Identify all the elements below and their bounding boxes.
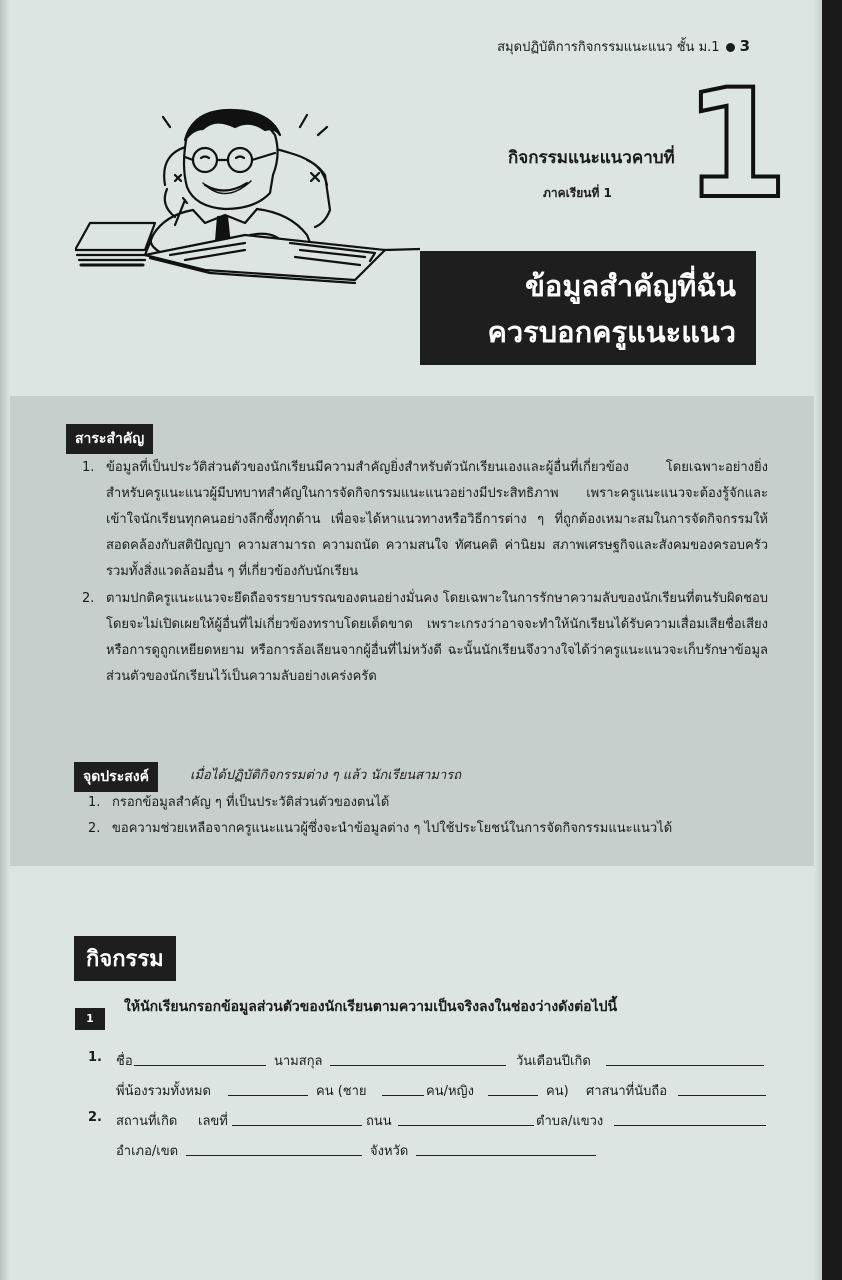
surname-field[interactable] (330, 1050, 506, 1066)
essence-item-text: ข้อมูลที่เป็นประวัติส่วนตัวของนักเรียนมีความสำคัญยิ่งสำหรับตัวนักเรียนเองและผู้อื่นที่เกี่ยวข้อง โดยเฉพาะอย่างยิ่งสำหรับครูแนะแนวผู้มีบทบาทสำคัญในการจัดกิจกรรมแนะแนวอย่างมีประสิทธิภาพ เพราะครูแนะแนวจะต้องรู้จักและเข้าใจนักเรียนทุกคนอย่างลึกซึ้งทุกด้าน เพื่อจะได้หาแนวทางหรือวิธีการต่าง ๆ ที่ถูกต้องเหมาะสมในการจัดกิจกรรมให้สอดคล้องกับสติปัญญา ความสามารถ ความถนัด ความสนใจ ทัศนคติ ค่านิยม สภาพเศรษฐกิจและสังคมของครอบครัว รวมทั้งสิ่งแวดล้อมอื่น ๆ ที่เกี่ยวข้องกับนักเรียน (106, 460, 768, 579)
brothers-field[interactable] (382, 1080, 424, 1096)
province-field[interactable] (416, 1140, 596, 1156)
birthplace-label: สถานที่เกิด (116, 1114, 178, 1129)
lesson-title-line2: ควรบอกครูแนะแนว (487, 315, 736, 349)
objective-text: ขอความช่วยเหลือจากครูแนะแนวผู้ซึ่งจะนำข้อมูลต่าง ๆ ไปใช้ประโยชน์ในการจัดกิจกรรมแนะแนวได้ (112, 821, 673, 836)
objective-item (88, 816, 672, 842)
semester-label: ภาคเรียนที่ 1 (543, 186, 612, 200)
essence-heading: สาระสำคัญ (66, 424, 153, 454)
name-label: ชื่อ (116, 1054, 133, 1069)
teacher-writing-illustration (75, 105, 420, 290)
subdistrict-field[interactable] (614, 1110, 766, 1126)
form-item-number: 1. (88, 1050, 102, 1065)
objective-text: กรอกข้อมูลสำคัญ ๆ ที่เป็นประวัติส่วนตัวของตนได้ (112, 795, 390, 810)
objectives-heading: จุดประสงค์ (74, 762, 158, 792)
essence-item (68, 586, 768, 690)
objective-number: 2. (88, 821, 101, 836)
essence-list (68, 455, 768, 691)
house-number-field[interactable] (232, 1110, 362, 1126)
lesson-title-line1: ข้อมูลสำคัญที่ฉัน (525, 269, 736, 303)
form-item-number: 2. (88, 1110, 102, 1125)
book-title: สมุดปฏิบัติการกิจกรรมแนะแนว ชั้น ม.1 (497, 40, 720, 55)
sisters-field[interactable] (488, 1080, 538, 1096)
objectives-list (88, 790, 672, 842)
birthdate-field[interactable] (606, 1050, 764, 1066)
person-unit-female: คน/หญิง (426, 1084, 474, 1099)
lesson-heading (508, 144, 675, 200)
essence-item-number: 1. (82, 460, 95, 475)
house-number-label: เลขที่ (198, 1114, 228, 1129)
religion-label: ศาสนาที่นับถือ (586, 1084, 668, 1099)
name-field[interactable] (134, 1050, 266, 1066)
district-label: อำเภอ/เขต (116, 1144, 179, 1159)
objective-number: 1. (88, 795, 101, 810)
exercise-instruction: ให้นักเรียนกรอกข้อมูลส่วนตัวของนักเรียนตามความเป็นจริงลงในช่องว่างดังต่อไปนี้ (124, 999, 618, 1015)
page-number: 3 (739, 37, 750, 55)
road-field[interactable] (398, 1110, 534, 1126)
subdistrict-label: ตำบล/แขวง (536, 1114, 604, 1129)
person-unit-close: คน) (546, 1084, 569, 1099)
surname-label: นามสกุล (274, 1054, 323, 1069)
religion-field[interactable] (678, 1080, 766, 1096)
district-field[interactable] (186, 1140, 362, 1156)
person-unit-male: คน (ชาย (316, 1084, 367, 1099)
lesson-title-box (420, 251, 756, 365)
exercise-number-badge: 1 (75, 1008, 105, 1030)
activity-heading: กิจกรรม (74, 936, 176, 981)
siblings-total-field[interactable] (228, 1080, 308, 1096)
essence-item-text: ตามปกติครูแนะแนวจะยึดถือจรรยาบรรณของตนอย่างมั่นคง โดยเฉพาะในการรักษาความลับของนักเรียนที่ตนรับผิดชอบ โดยจะไม่เปิดเผยให้ผู้อื่นที่ไม่เกี่ยวข้องทราบโดยเด็ดขาด เพราะเกรงว่าอาจจะทำให้นักเรียนได้รับความเสื่อมเสียชื่อเสียง หรือการดูถูกเหยียดหยาม หรือการล้อเลียนจากผู้อื่นที่ไม่หวังดี ฉะนั้นนักเรียนจึงวางใจได้ว่าครูแนะแนวจะเก็บรักษาข้อมูลส่วนตัวของนักเรียนไว้เป็นความลับอย่างเคร่งครัด (106, 591, 768, 684)
siblings-label: พี่น้องรวมทั้งหมด (116, 1084, 211, 1099)
lesson-label: กิจกรรมแนะแนวคาบที่ (508, 148, 675, 168)
running-header (497, 36, 750, 57)
essence-item (68, 455, 768, 585)
objectives-intro: เมื่อได้ปฏิบัติกิจกรรมต่าง ๆ แล้ว นักเรียนสามารถ (190, 768, 462, 783)
essence-item-number: 2. (82, 591, 95, 606)
bullet-dot (726, 43, 735, 52)
objective-item (88, 790, 672, 816)
lesson-number: 1 (684, 58, 789, 232)
road-label: ถนน (366, 1114, 392, 1129)
province-label: จังหวัด (370, 1144, 409, 1159)
birthdate-label: วันเดือนปีเกิด (516, 1054, 591, 1069)
